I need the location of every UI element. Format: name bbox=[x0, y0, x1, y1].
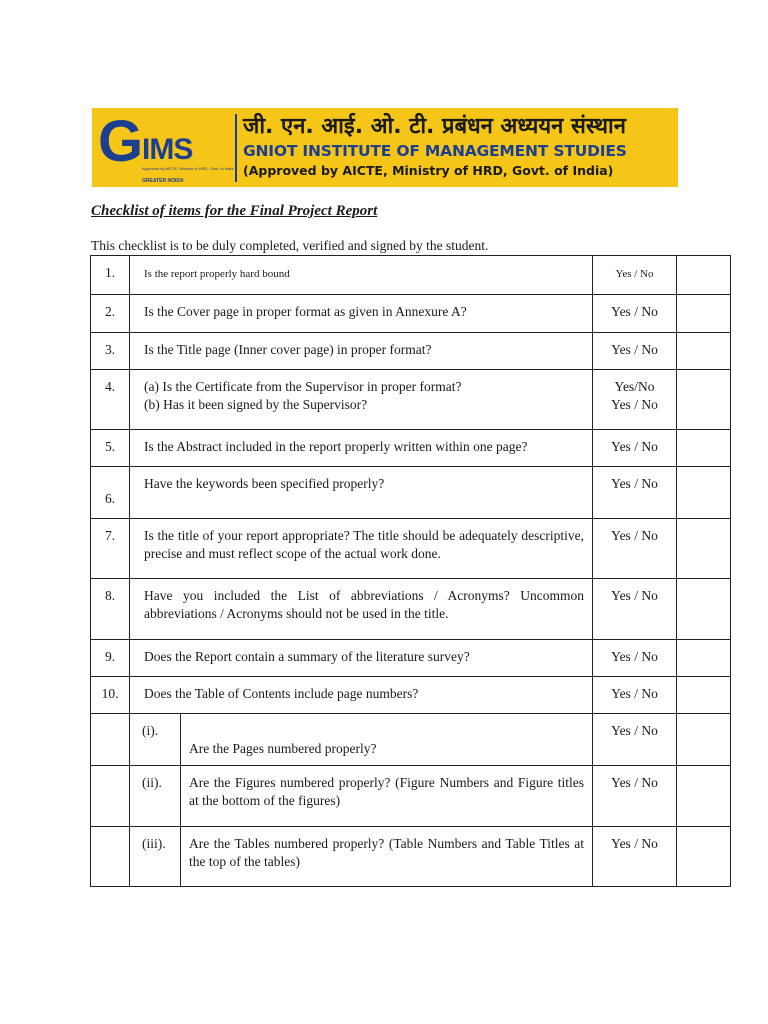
table-row bbox=[91, 579, 731, 640]
subitem-label: (ii). bbox=[130, 766, 181, 827]
row-number: 6. bbox=[91, 467, 130, 519]
question-text: Have the keywords been specified properly? bbox=[130, 467, 593, 519]
table-row bbox=[91, 640, 731, 677]
banner-divider bbox=[235, 114, 237, 182]
checklist-table bbox=[90, 255, 731, 887]
check-cell[interactable] bbox=[677, 640, 731, 677]
yes-no-option: Yes / No bbox=[593, 430, 677, 467]
question-text: Is the Abstract included in the report properly written within one page? bbox=[130, 430, 593, 467]
table-row bbox=[91, 256, 731, 295]
check-cell[interactable] bbox=[677, 827, 731, 887]
table-row bbox=[91, 677, 731, 714]
question-text: Are the Tables numbered properly? (Table Numbers and Table Titles at the top of the tables) bbox=[181, 827, 593, 887]
yes-no-option: Yes / No bbox=[593, 827, 677, 887]
question-text: Is the report properly hard bound bbox=[130, 256, 593, 295]
table-row bbox=[91, 370, 731, 430]
blank-number-cell bbox=[91, 766, 130, 827]
question-text: Is the Title page (Inner cover page) in proper format? bbox=[130, 333, 593, 370]
question-text: Are the Pages numbered properly? bbox=[181, 714, 593, 766]
question-part-a: (a) Is the Certificate from the Supervisor in proper format? bbox=[144, 379, 462, 394]
check-cell[interactable] bbox=[677, 333, 731, 370]
approval-note: (Approved by AICTE, Ministry of HRD, Govt. of India) bbox=[243, 163, 614, 178]
document-title: Checklist of items for the Final Project Report bbox=[91, 203, 378, 219]
subitem-label: (iii). bbox=[130, 827, 181, 887]
row-number: 3. bbox=[91, 333, 130, 370]
institute-name-hindi: जी. एन. आई. ओ. टी. प्रबंधन अध्ययन संस्थान bbox=[243, 114, 626, 139]
row-number: 5. bbox=[91, 430, 130, 467]
check-cell[interactable] bbox=[677, 295, 731, 333]
yes-no-option: Yes / No bbox=[593, 467, 677, 519]
check-cell[interactable] bbox=[677, 766, 731, 827]
table-row bbox=[91, 766, 731, 827]
logo-text: IMS bbox=[142, 133, 193, 166]
logo-letter: G bbox=[98, 109, 144, 174]
yes-no-option: Yes / No bbox=[593, 256, 677, 295]
yes-no-option: Yes / No bbox=[593, 714, 677, 766]
yes-no-option: Yes / No bbox=[593, 295, 677, 333]
blank-number-cell bbox=[91, 827, 130, 887]
row-number: 7. bbox=[91, 519, 130, 579]
table-row bbox=[91, 827, 731, 887]
table-row bbox=[91, 430, 731, 467]
question-text: Are the Figures numbered properly? (Figure Numbers and Figure titles at the bottom of the figures) bbox=[181, 766, 593, 827]
row-number: 9. bbox=[91, 640, 130, 677]
yes-no-option: Yes / No bbox=[593, 519, 677, 579]
intro-text: This checklist is to be duly completed, verified and signed by the student. bbox=[91, 238, 489, 253]
yes-no-option: Yes / No bbox=[593, 640, 677, 677]
question-text bbox=[130, 370, 593, 430]
question-part-b: (b) Has it been signed by the Supervisor? bbox=[144, 397, 368, 412]
check-cell[interactable] bbox=[677, 430, 731, 467]
table-row bbox=[91, 467, 731, 519]
yes-no-option: Yes / No bbox=[593, 766, 677, 827]
logo-tagline: Approved by AICTE, Ministry of HRD, Govt. of India bbox=[142, 166, 234, 171]
table-row bbox=[91, 333, 731, 370]
institute-name: GNIOT INSTITUTE OF MANAGEMENT STUDIES bbox=[243, 142, 627, 160]
row-number: 2. bbox=[91, 295, 130, 333]
row-number: 1. bbox=[91, 256, 130, 295]
question-text: Is the title of your report appropriate? The title should be adequately descriptive, precise and must reflect scope of the actual work done. bbox=[130, 519, 593, 579]
logo-city: GREATER NOIDA bbox=[142, 178, 184, 184]
institute-banner bbox=[92, 108, 678, 187]
check-cell[interactable] bbox=[677, 677, 731, 714]
row-number: 4. bbox=[91, 370, 130, 430]
question-text: Is the Cover page in proper format as given in Annexure A? bbox=[130, 295, 593, 333]
yes-no-option-b: Yes / No bbox=[611, 397, 658, 412]
question-text: Does the Report contain a summary of the literature survey? bbox=[130, 640, 593, 677]
row-number: 10. bbox=[91, 677, 130, 714]
check-cell[interactable] bbox=[677, 519, 731, 579]
yes-no-option: Yes / No bbox=[593, 579, 677, 640]
row-number: 8. bbox=[91, 579, 130, 640]
check-cell[interactable] bbox=[677, 256, 731, 295]
table-row bbox=[91, 295, 731, 333]
question-text: Does the Table of Contents include page numbers? bbox=[130, 677, 593, 714]
check-cell[interactable] bbox=[677, 370, 731, 430]
table-row bbox=[91, 714, 731, 766]
subitem-label: (i). bbox=[130, 714, 181, 766]
check-cell[interactable] bbox=[677, 467, 731, 519]
blank-number-cell bbox=[91, 714, 130, 766]
yes-no-option: Yes / No bbox=[593, 333, 677, 370]
check-cell[interactable] bbox=[677, 714, 731, 766]
question-text: Have you included the List of abbreviations / Acronyms? Uncommon abbreviations / Acronyms should not be used in the title. bbox=[130, 579, 593, 640]
yes-no-option bbox=[593, 370, 677, 430]
check-cell[interactable] bbox=[677, 579, 731, 640]
yes-no-option: Yes / No bbox=[593, 677, 677, 714]
table-row bbox=[91, 519, 731, 579]
yes-no-option-a: Yes/No bbox=[614, 379, 655, 394]
